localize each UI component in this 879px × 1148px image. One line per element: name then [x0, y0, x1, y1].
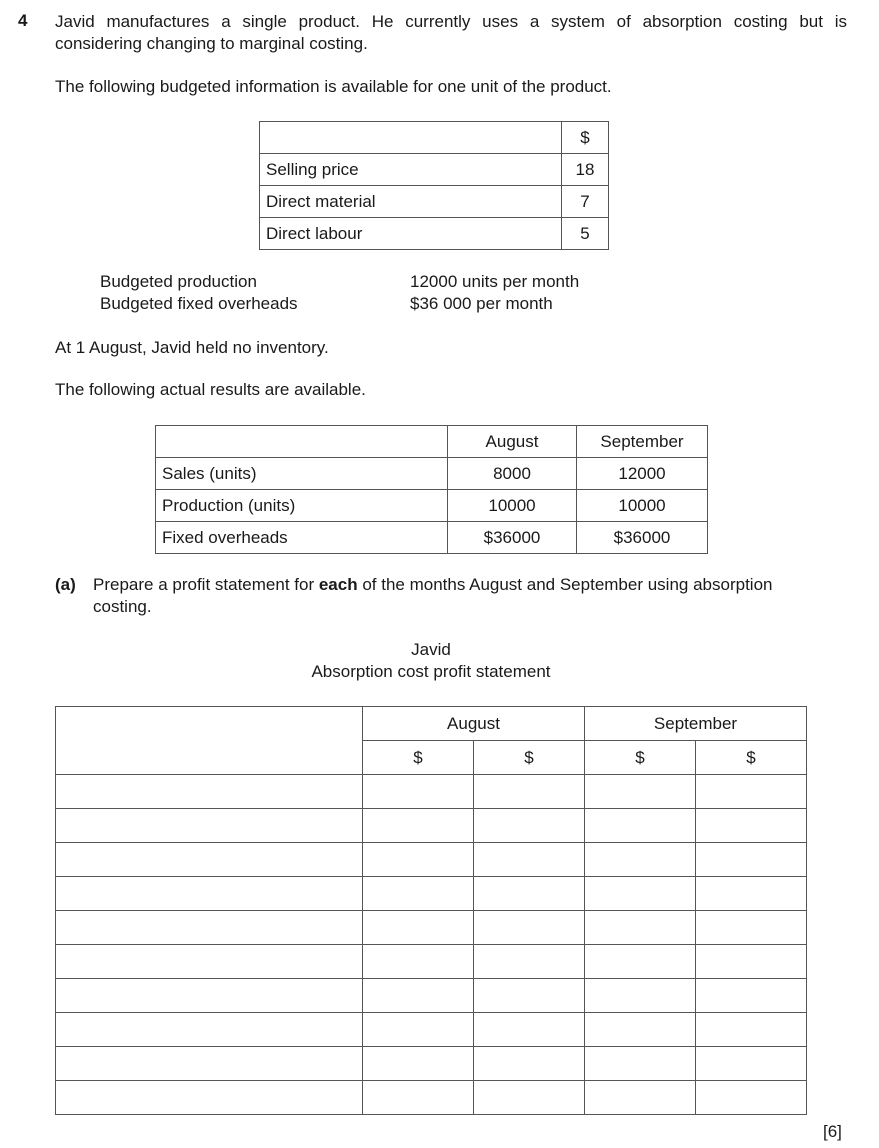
currency-header: $	[363, 741, 474, 775]
answer-amount-cell[interactable]	[585, 979, 696, 1013]
row-value: 18	[562, 154, 609, 186]
table-row	[156, 490, 708, 522]
answer-amount-cell[interactable]	[363, 775, 474, 809]
description-header-cell[interactable]	[56, 707, 363, 775]
currency-header: $	[696, 741, 807, 775]
table-row	[260, 154, 609, 186]
currency-header: $	[474, 741, 585, 775]
statement-heading: Absorption cost profit statement	[311, 662, 551, 681]
budgeted-overheads-value: $36 000 per month	[410, 294, 553, 313]
answer-row	[56, 1081, 807, 1115]
answer-row	[56, 1013, 807, 1047]
answer-amount-cell[interactable]	[696, 945, 807, 979]
row-label: Direct labour	[260, 218, 562, 250]
august-value: 10000	[448, 490, 577, 522]
statement-title	[0, 639, 862, 683]
answer-row	[56, 945, 807, 979]
answer-description-cell[interactable]	[56, 877, 363, 911]
august-value: $36000	[448, 522, 577, 554]
table-row	[156, 458, 708, 490]
answer-amount-cell[interactable]	[474, 911, 585, 945]
answer-description-cell[interactable]	[56, 945, 363, 979]
answer-description-cell[interactable]	[56, 809, 363, 843]
part-a-question	[55, 574, 847, 618]
budgeted-production-value: 12000 units per month	[410, 272, 580, 291]
answer-amount-cell[interactable]	[585, 843, 696, 877]
answer-description-cell[interactable]	[56, 1013, 363, 1047]
answer-amount-cell[interactable]	[696, 911, 807, 945]
currency-header: $	[562, 122, 609, 154]
august-header: August	[448, 426, 577, 458]
budget-values	[410, 271, 579, 315]
answer-amount-cell[interactable]	[696, 1081, 807, 1115]
answer-amount-cell[interactable]	[363, 1013, 474, 1047]
budgeted-overheads-label: Budgeted fixed overheads	[100, 294, 298, 313]
answer-row	[56, 1047, 807, 1081]
answer-amount-cell[interactable]	[474, 1081, 585, 1115]
answer-amount-cell[interactable]	[585, 945, 696, 979]
answer-amount-cell[interactable]	[363, 945, 474, 979]
answer-amount-cell[interactable]	[363, 979, 474, 1013]
actual-intro: The following actual results are available.	[55, 380, 366, 399]
answer-row	[56, 843, 807, 877]
answer-row	[56, 877, 807, 911]
answer-amount-cell[interactable]	[696, 1013, 807, 1047]
answer-description-cell[interactable]	[56, 775, 363, 809]
row-label: Sales (units)	[156, 458, 448, 490]
answer-amount-cell[interactable]	[363, 877, 474, 911]
row-label: Production (units)	[156, 490, 448, 522]
table-row	[260, 218, 609, 250]
part-text-bold: each	[318, 575, 358, 594]
answer-amount-cell[interactable]	[585, 1013, 696, 1047]
part-text-post: of the months August and September using absorption	[357, 575, 773, 594]
answer-amount-cell[interactable]	[696, 1047, 807, 1081]
inventory-note: At 1 August, Javid held no inventory.	[55, 338, 329, 357]
september-header: September	[577, 426, 708, 458]
answer-amount-cell[interactable]	[474, 1047, 585, 1081]
september-value: 12000	[577, 458, 708, 490]
answer-amount-cell[interactable]	[474, 877, 585, 911]
answer-amount-cell[interactable]	[696, 809, 807, 843]
answer-amount-cell[interactable]	[363, 1081, 474, 1115]
intro-line-2: considering changing to marginal costing.	[55, 34, 368, 53]
answer-amount-cell[interactable]	[696, 877, 807, 911]
row-label: Selling price	[260, 154, 562, 186]
question-intro	[55, 11, 847, 55]
currency-header: $	[585, 741, 696, 775]
intro-line-1: Javid manufactures a single product. He currently uses a system of absorption costing but is	[55, 12, 847, 31]
answer-amount-cell[interactable]	[696, 775, 807, 809]
row-label: Direct material	[260, 186, 562, 218]
answer-amount-cell[interactable]	[696, 979, 807, 1013]
answer-description-cell[interactable]	[56, 911, 363, 945]
unit-cost-table	[259, 121, 609, 250]
answer-amount-cell[interactable]	[474, 809, 585, 843]
answer-amount-cell[interactable]	[363, 911, 474, 945]
question-number: 4	[18, 11, 28, 30]
company-name: Javid	[411, 640, 451, 659]
september-value: $36000	[577, 522, 708, 554]
row-label: Fixed overheads	[156, 522, 448, 554]
header-blank-cell	[156, 426, 448, 458]
answer-description-cell[interactable]	[56, 979, 363, 1013]
table-header-row	[260, 122, 609, 154]
row-value: 7	[562, 186, 609, 218]
answer-amount-cell[interactable]	[585, 1047, 696, 1081]
budget-labels	[100, 271, 298, 315]
august-value: 8000	[448, 458, 577, 490]
august-header: August	[363, 707, 585, 741]
part-text-line2: costing.	[93, 597, 152, 616]
answer-description-cell[interactable]	[56, 1047, 363, 1081]
answer-amount-cell[interactable]	[585, 877, 696, 911]
september-header: September	[585, 707, 807, 741]
part-label: (a)	[55, 575, 76, 594]
answer-amount-cell[interactable]	[696, 843, 807, 877]
answer-amount-cell[interactable]	[585, 1081, 696, 1115]
header-blank-cell	[260, 122, 562, 154]
answer-amount-cell[interactable]	[585, 775, 696, 809]
answer-row	[56, 911, 807, 945]
answer-amount-cell[interactable]	[363, 809, 474, 843]
answer-amount-cell[interactable]	[363, 843, 474, 877]
part-text-pre: Prepare a profit statement for	[93, 575, 319, 594]
row-value: 5	[562, 218, 609, 250]
september-value: 10000	[577, 490, 708, 522]
answer-amount-cell[interactable]	[585, 809, 696, 843]
answer-amount-cell[interactable]	[363, 1047, 474, 1081]
answer-row	[56, 979, 807, 1013]
answer-description-cell[interactable]	[56, 1081, 363, 1115]
answer-amount-cell[interactable]	[474, 843, 585, 877]
answer-description-cell[interactable]	[56, 843, 363, 877]
table-row	[156, 522, 708, 554]
answer-amount-cell[interactable]	[474, 979, 585, 1013]
answer-amount-cell[interactable]	[474, 1013, 585, 1047]
marks-indicator: [6]	[823, 1122, 842, 1141]
actual-results-table	[155, 425, 708, 554]
answer-row	[56, 775, 807, 809]
table-row	[260, 186, 609, 218]
answer-table	[55, 706, 807, 1115]
budget-intro: The following budgeted information is available for one unit of the product.	[55, 77, 612, 96]
budgeted-production-label: Budgeted production	[100, 272, 257, 291]
month-header-row	[56, 707, 807, 741]
answer-row	[56, 809, 807, 843]
answer-rows	[56, 775, 807, 1115]
answer-amount-cell[interactable]	[585, 911, 696, 945]
answer-amount-cell[interactable]	[474, 775, 585, 809]
answer-amount-cell[interactable]	[474, 945, 585, 979]
table-header-row	[156, 426, 708, 458]
